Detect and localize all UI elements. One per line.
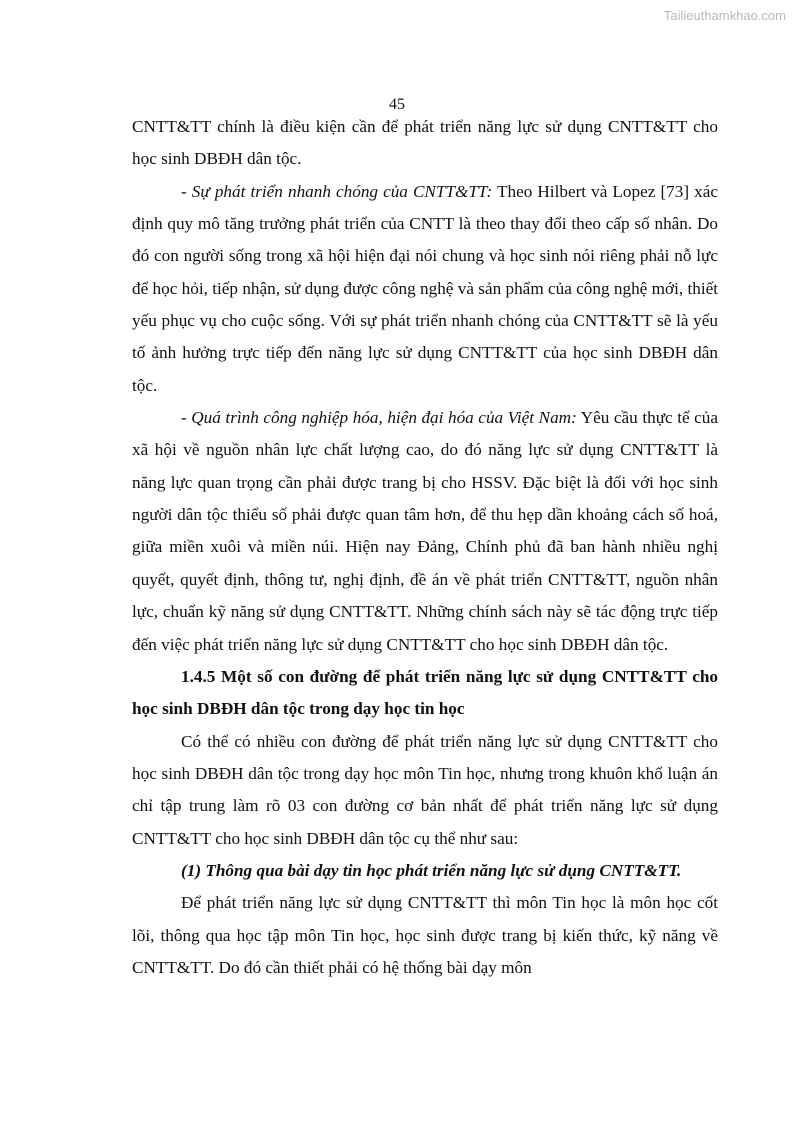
paragraph-lead: - Sự phát triển nhanh chóng của CNTT&TT: bbox=[181, 181, 493, 201]
paragraph: Có thể có nhiều con đường để phát triển năng lực sử dụng CNTT&TT cho học sinh DBĐH dân tộc trong dạy học môn Tin học, nhưng trong khuôn khổ luận án chỉ tập trung làm rõ 03 con đường cơ bản nhất để phát triển năng lực sử dụng CNTT&TT cho học sinh DBĐH dân tộc cụ thể như sau: bbox=[132, 731, 718, 848]
watermark: Tailieuthamkhao.com bbox=[663, 8, 786, 23]
paragraph-body: Yêu cầu thực tế của xã hội về nguồn nhân lực chất lượng cao, do đó năng lực sử dụng CNTT&TT là năng lực quan trọng cần phải được trang bị cho HSSV. Đặc biệt là đối với học sinh người dân tộc thiểu số phải được quan tâm hơn, để thu hẹp dần khoảng cách số hoá, giữa miền xuôi và miền núi. Hiện nay Đảng, Chính phủ đã ban hành nhiều nghị quyết, quyết định, thông tư, nghị định, đề án về phát triển CNTT&TT, nguồn nhân lực, chuẩn kỹ năng sử dụng CNTT&TT. Những chính sách này sẽ tác động trực tiếp đến việc phát triển năng lực sử dụng CNTT&TT cho học sinh DBĐH dân tộc. bbox=[132, 408, 718, 654]
paragraph-body: Theo Hilbert và Lopez [73] xác định quy mô tăng trưởng phát triển của CNTT là theo thay đổi theo cấp số nhân. Do đó con người sống trong xã hội hiện đại nói chung và học sinh nói riêng phải nỗ lực để học hỏi, tiếp nhận, sử dụng được công nghệ và sản phẩm của công nghệ mới, thiết yếu phục vụ cho cuộc sống. Với sự phát triển nhanh chóng của CNTT&TT sẽ là yếu tố ảnh hưởng trực tiếp đến năng lực sử dụng CNTT&TT của học sinh DBĐH dân tộc. bbox=[132, 181, 718, 395]
paragraph-lead: - Quá trình công nghiệp hóa, hiện đại hóa của Việt Nam: bbox=[181, 408, 577, 428]
paragraph: Để phát triển năng lực sử dụng CNTT&TT thì môn Tin học là môn học cốt lõi, thông qua học tập môn Tin học, học sinh được trang bị kiến thức, kỹ năng về CNTT&TT. Do đó cần thiết phải có hệ thống bài dạy môn bbox=[132, 893, 718, 977]
sub-heading: (1) Thông qua bài dạy tin học phát triển năng lực sử dụng CNTT&TT. bbox=[181, 860, 682, 880]
page-number: 45 bbox=[389, 96, 405, 113]
paragraph bbox=[132, 176, 718, 402]
paragraph: CNTT&TT chính là điều kiện cần để phát triển năng lực sử dụng CNTT&TT cho học sinh DBĐH dân tộc. bbox=[132, 117, 718, 169]
paragraph bbox=[132, 402, 718, 661]
section-heading: 1.4.5 Một số con đường để phát triển năng lực sử dụng CNTT&TT cho học sinh DBĐH dân tộc trong dạy học tin học bbox=[132, 666, 718, 719]
document-body bbox=[132, 111, 718, 984]
